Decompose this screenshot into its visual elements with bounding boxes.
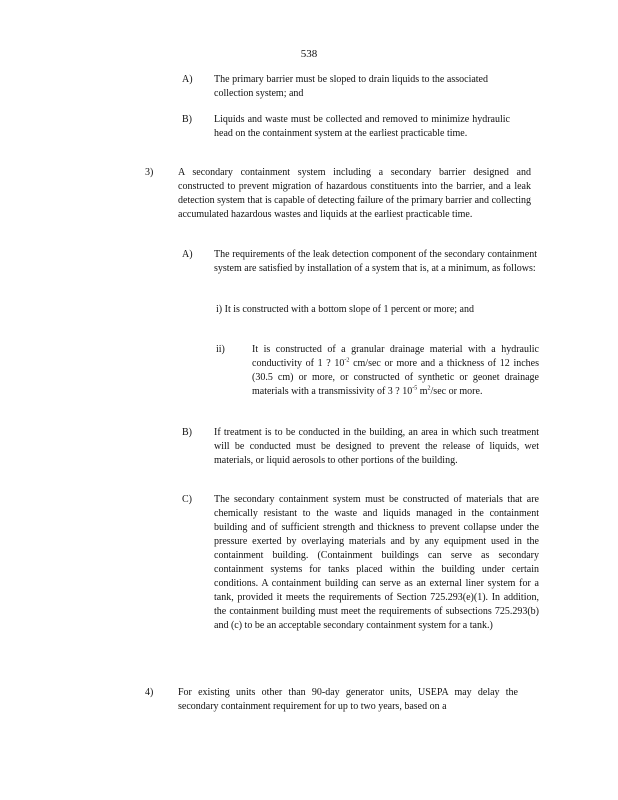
item-b1-label: B) xyxy=(182,114,192,125)
item-b3-label: B) xyxy=(182,427,192,438)
item-4-text: For existing units other than 90-day generator units, USEPA may delay the secondary containment requirement for up to two years, based on a xyxy=(178,687,518,712)
item-ii-label: ii) xyxy=(216,344,225,355)
item-ii-exponent2: -5 xyxy=(412,385,418,392)
item-b3-text: If treatment is to be conducted in the building, an area in which such treatment will be conducted must be designed to prevent the release of liquids, wet materials, or liquid aerosols to other portions of the building. xyxy=(214,427,539,466)
item-4-label: 4) xyxy=(145,687,154,698)
item-ii-exponent3: 2 xyxy=(427,385,431,392)
item-a3-text: The requirements of the leak detection component of the secondary containment system are satisfied by installation of a system that is, at a minimum, as follows: xyxy=(214,249,537,274)
item-ii-part2: cm/sec or more and a thickness of 12 inches (30.5 cm) or more, or constructed of synthetic or geonet drainage materials with a transmissivity of 3 ? 10 xyxy=(252,358,539,397)
item-a3-label: A) xyxy=(182,249,193,260)
item-a1-label: A) xyxy=(182,74,193,85)
item-a1-text: The primary barrier must be sloped to drain liquids to the associated collection system; and xyxy=(214,74,488,99)
item-ii-part3: m xyxy=(417,386,428,397)
item-ii-part1: It is constructed of a granular drainage material with a hydraulic conductivity of 1 ? 10 xyxy=(252,344,539,369)
item-i-content: i) It is constructed with a bottom slope of 1 percent or more; and xyxy=(216,304,474,315)
item-3-label: 3) xyxy=(145,167,154,178)
item-b1-text: Liquids and waste must be collected and removed to minimize hydraulic head on the containment system at the earliest practicable time. xyxy=(214,114,510,139)
item-c3-text: The secondary containment system must be constructed of materials that are chemically resistant to the waste and liquids managed in the containment building and of sufficient strength and thickness to prevent collapse under the pressure exerted by overlaying materials and by any equipment used in the containment building. (Containment buildings can serve as secondary containment systems for tanks placed within the building under certain conditions. A containment building can serve as an external liner system for a tank, provided it meets the requirements of Section 725.293(e)(1). In addition, the containment building must meet the requirements of subsections 725.293(b) and (c) to be an acceptable secondary containment system for a tank.) xyxy=(214,494,539,631)
item-c3-label: C) xyxy=(182,494,192,505)
item-i-text xyxy=(216,303,530,317)
item-ii-text xyxy=(252,343,539,399)
page-number: 538 xyxy=(300,48,318,60)
item-3-text: A secondary containment system including a secondary barrier designed and constructed to prevent migration of hazardous constituents into the barrier, and a leak detection system that is capable of detecting failure of the primary barrier and collecting accumulated hazardous wastes and liquids at the earliest practicable time. xyxy=(178,167,531,220)
item-ii-part4: /sec or more. xyxy=(430,386,483,397)
item-ii-exponent1: -2 xyxy=(344,357,350,364)
